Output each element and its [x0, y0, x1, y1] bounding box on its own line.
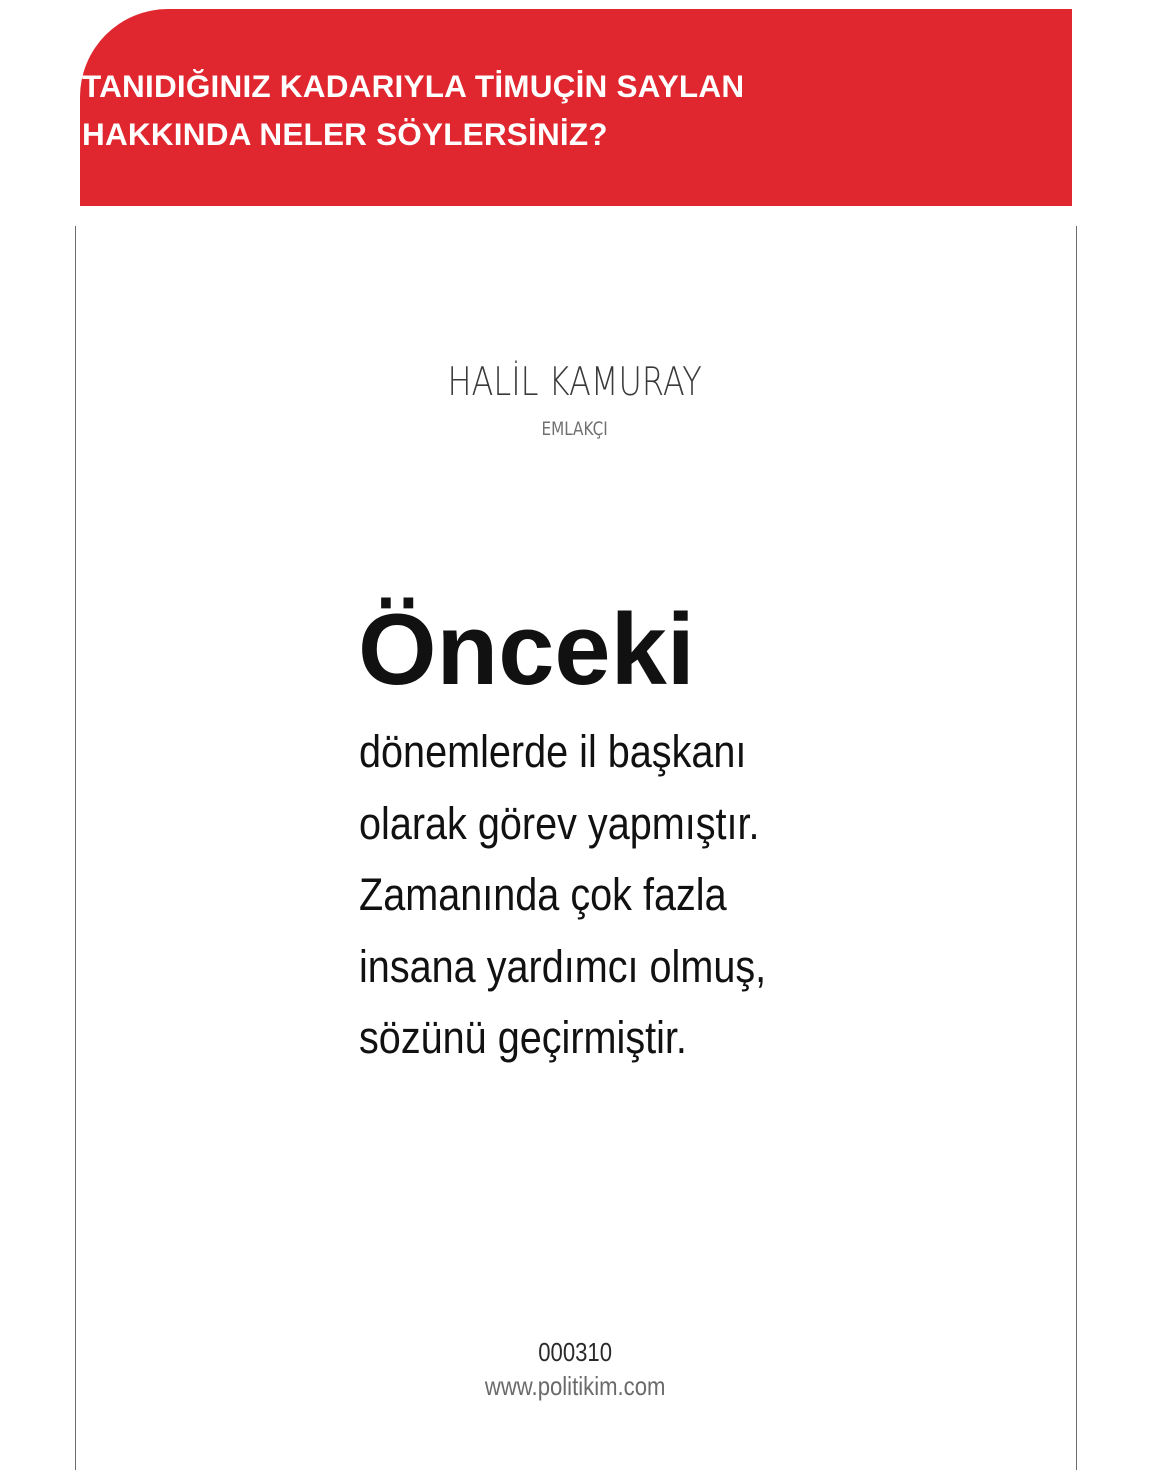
quote-line: Zamanında çok fazla: [359, 869, 727, 920]
question-title: [82, 62, 744, 158]
quote-lead-word: Önceki: [358, 594, 695, 706]
question-title-line-2: HAKKINDA NELER SÖYLERSİNİZ?: [82, 116, 608, 152]
respondent-name: HALİL KAMURAY: [447, 360, 702, 405]
quote-body: [359, 716, 766, 1074]
question-title-line-1: TANIDIĞINIZ KADARIYLA TİMUÇİN SAYLAN: [82, 68, 745, 104]
quote-line: insana yardımcı olmuş,: [359, 940, 767, 992]
left-border-line: [75, 226, 76, 1470]
respondent-occupation: EMLAKÇI: [541, 418, 608, 440]
website-url: www.politikim.com: [484, 1371, 666, 1401]
quote-line: olarak görev yapmıştır.: [359, 797, 760, 849]
quote-line: dönemlerde il başkanı: [359, 726, 747, 777]
document-code: 000310: [538, 1337, 613, 1367]
right-border-line: [1076, 226, 1077, 1470]
quote-line: sözünü geçirmiştir.: [359, 1012, 687, 1063]
